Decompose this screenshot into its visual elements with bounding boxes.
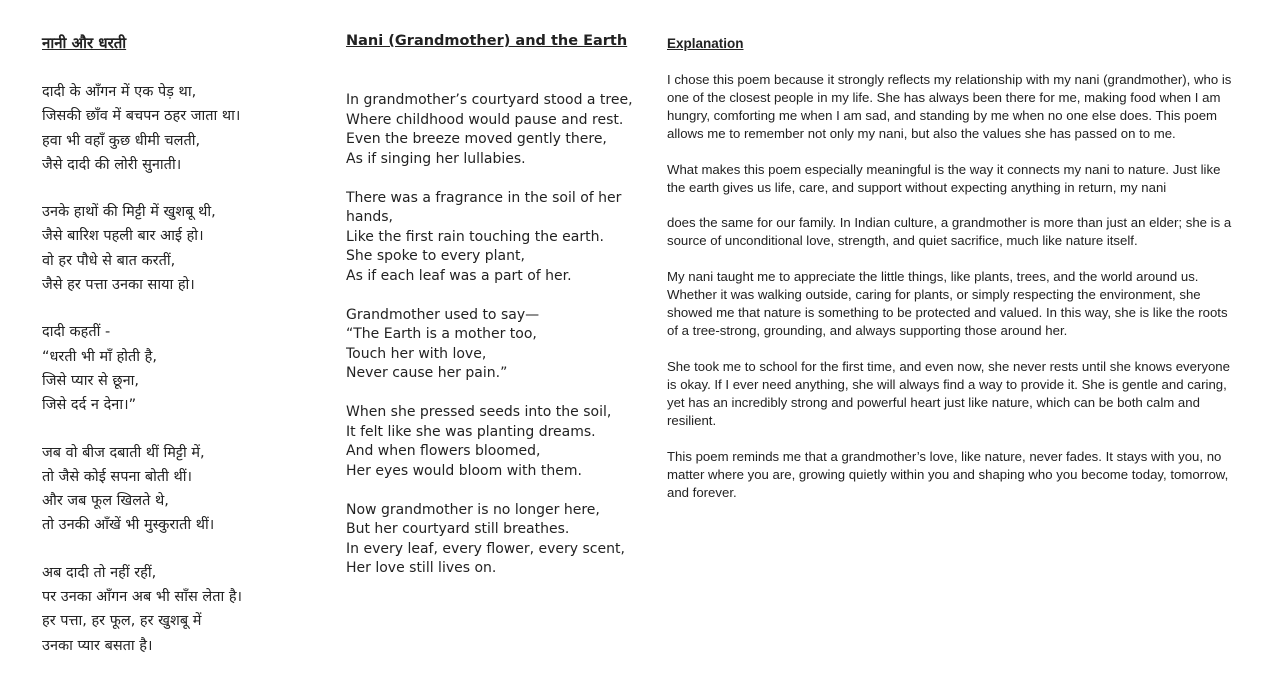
english-stanza (346, 91, 633, 169)
poem-line: She spoke to every plant, (346, 248, 525, 264)
poem-line: hands, (346, 209, 393, 225)
poem-line: और जब फूल खिलते थे, (42, 493, 169, 510)
poem-line: Never cause her pain.” (346, 365, 508, 381)
poem-line: जैसे हर पत्ता उनका साया हो। (42, 277, 195, 294)
explanation-paragraph: She took me to school for the first time, and even now, she never rests until she knows everyone is okay. If I ever need anything, she will always find a way to provide it. She is gentle and caring, yet has an incredibly strong and powerful heart just like nature, which can be both calm and resilient. (667, 359, 1230, 428)
hindi-poem-body (42, 80, 242, 681)
poem-line: जैसे दादी की लोरी सुनाती। (42, 156, 182, 173)
explanation-title: Explanation (667, 36, 744, 51)
hindi-stanza (42, 200, 242, 297)
poem-line: Where childhood would pause and rest. (346, 111, 624, 128)
poem-line: जब वो बीज दबाती थीं मिट्टी में, (42, 444, 205, 461)
explanation-body (667, 71, 1237, 520)
poem-line: As if each leaf was a part of her. (346, 267, 572, 284)
poem-line: But her courtyard still breathes. (346, 521, 570, 537)
poem-line: तो उनकी आँखें भी मुस्कुराती थीं। (42, 517, 215, 534)
poem-line: In every leaf, every flower, every scent, (346, 540, 625, 557)
poem-line: हर पत्ता, हर फूल, हर खुशबू में (42, 613, 202, 630)
poem-line: अब दादी तो नहीं रहीं, (42, 564, 157, 581)
explanation-paragraph: What makes this poem especially meaningful is the way it connects my nani to nature. Just like the earth gives us life, care, and support without expecting anything in return, my nani (667, 162, 1221, 195)
english-poem-title: Nani (Grandmother) and the Earth (346, 33, 628, 49)
poem-line: तो जैसे कोई सपना बोती थीं। (42, 468, 193, 485)
poem-line: And when flowers bloomed, (346, 443, 541, 459)
explanation-paragraph: does the same for our family. In Indian culture, a grandmother is more than just an elder; she is a source of unconditional love, strength, and quiet sacrifice, much like nature itself. (667, 215, 1232, 248)
poem-line: When she pressed seeds into the soil, (346, 404, 612, 420)
poem-line: “धरती भी माँ होती है, (42, 348, 157, 365)
poem-line: Now grandmother is no longer here, (346, 501, 600, 518)
poem-line: Touch her with love, (346, 345, 487, 362)
english-poem-body (346, 91, 633, 598)
hindi-stanza (42, 80, 242, 177)
poem-line: वो हर पौधे से बात करतीं, (42, 252, 176, 269)
poem-line: जैसे बारिश पहली बार आई हो। (42, 228, 204, 245)
poem-line: हवा भी वहाँ कुछ धीमी चलती, (42, 132, 201, 149)
explanation-paragraph: I chose this poem because it strongly reflects my relationship with my nani (grandmother), who is one of the closest people in my life. She has always been there for me, making food when I am hungry, comforting me when I am sad, and standing by me when no one else does. This poem allows me to remember not only my nani, but also the values she has passed on to me. (667, 72, 1232, 141)
english-stanza (346, 306, 633, 384)
poem-line: Her eyes would bloom with them. (346, 462, 582, 479)
poem-line: In grandmother’s courtyard stood a tree, (346, 92, 633, 108)
hindi-stanza (42, 561, 242, 658)
poem-line: दादी कहतीं - (42, 324, 111, 341)
poem-line: Her love still lives on. (346, 560, 497, 576)
poem-line: Like the first rain touching the earth. (346, 228, 604, 245)
explanation-paragraph: This poem reminds me that a grandmother’s love, like nature, never fades. It stays with you, no matter where you are, growing quietly within you and shaping who you become today, tomorrow, and forever. (667, 449, 1229, 500)
poem-line: There was a fragrance in the soil of her (346, 189, 622, 206)
english-stanza (346, 501, 633, 579)
english-stanza (346, 403, 633, 481)
poem-line: Grandmother used to say— (346, 306, 540, 323)
poem-line: Even the breeze moved gently there, (346, 131, 607, 147)
hindi-poem-title: नानी और धरती (42, 34, 127, 52)
poem-line: जिसे दर्द न देना।” (42, 397, 137, 414)
hindi-stanza (42, 441, 242, 538)
poem-line: जिसकी छाँव में बचपन ठहर जाता था। (42, 108, 241, 125)
poem-line: उनके हाथों की मिट्टी में खुशबू थी, (42, 204, 216, 221)
poem-line: As if singing her lullabies. (346, 150, 526, 167)
hindi-stanza (42, 320, 242, 417)
english-stanza (346, 189, 633, 287)
poem-line: पर उनका आँगन अब भी साँस लेता है। (42, 589, 243, 606)
poem-line: जिसे प्यार से छूना, (42, 372, 139, 389)
explanation-paragraph: My nani taught me to appreciate the little things, like plants, trees, and the world around us. Whether it was walking outside, caring for plants, or simply respecting the environment, she showed me that nature is something to be protected and valued. In this way, she is like the roots of a tree-strong, grounding, and always supporting those around her. (667, 269, 1228, 338)
poem-line: उनका प्यार बसता है। (42, 637, 153, 654)
poem-line: “The Earth is a mother too, (346, 326, 537, 342)
poem-line: दादी के आँगन में एक पेड़ था, (42, 84, 197, 100)
poem-line: It felt like she was planting dreams. (346, 423, 596, 440)
